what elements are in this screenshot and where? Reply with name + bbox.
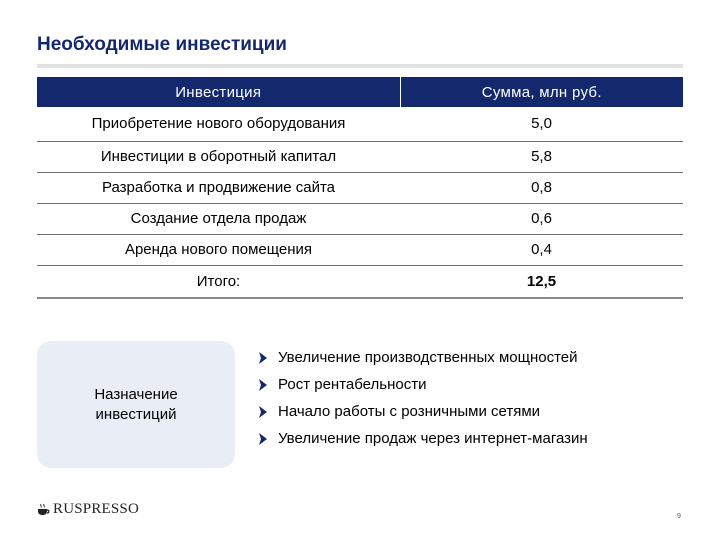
list-item	[258, 425, 588, 452]
logo-text: RUSPRESSO	[53, 501, 140, 517]
table-row	[37, 172, 683, 203]
row-item: Инвестиции в оборотный капитал	[37, 141, 400, 172]
chevron-right-icon	[258, 352, 268, 364]
row-item: Приобретение нового оборудования	[37, 107, 400, 141]
purpose-list	[258, 344, 588, 452]
investment-table	[37, 77, 683, 299]
total-amount: 12,5	[400, 265, 683, 298]
page-title: Необходимые инвестиции	[37, 34, 287, 55]
row-item: Аренда нового помещения	[37, 234, 400, 265]
list-item	[258, 398, 588, 425]
row-amount: 5,8	[400, 141, 683, 172]
table-row	[37, 203, 683, 234]
table-row	[37, 107, 683, 141]
cup-icon	[36, 503, 50, 517]
header-investment: Инвестиция	[37, 77, 400, 107]
purpose-label: Назначение инвестиций	[94, 385, 178, 423]
row-item: Разработка и продвижение сайта	[37, 172, 400, 203]
row-amount: 0,8	[400, 172, 683, 203]
list-item-text: Рост рентабельности	[278, 376, 427, 393]
list-item-text: Начало работы с розничными сетями	[278, 403, 541, 420]
table-row	[37, 141, 683, 172]
total-label: Итого:	[37, 265, 400, 298]
total-row	[37, 265, 683, 298]
table-header-row	[37, 77, 683, 107]
table-row	[37, 234, 683, 265]
row-item: Создание отдела продаж	[37, 203, 400, 234]
row-amount: 0,6	[400, 203, 683, 234]
list-item	[258, 344, 588, 371]
company-logo	[36, 501, 139, 518]
purpose-box	[37, 341, 235, 468]
list-item	[258, 371, 588, 398]
page-number: 9	[677, 513, 681, 520]
list-item-text: Увеличение производственных мощностей	[278, 349, 578, 366]
title-divider	[37, 64, 683, 68]
chevron-right-icon	[258, 433, 268, 445]
header-amount: Сумма, млн руб.	[400, 77, 683, 107]
chevron-right-icon	[258, 406, 268, 418]
list-item-text: Увеличение продаж через интернет-магазин	[278, 430, 588, 447]
row-amount: 0,4	[400, 234, 683, 265]
chevron-right-icon	[258, 379, 268, 391]
row-amount: 5,0	[400, 107, 683, 141]
